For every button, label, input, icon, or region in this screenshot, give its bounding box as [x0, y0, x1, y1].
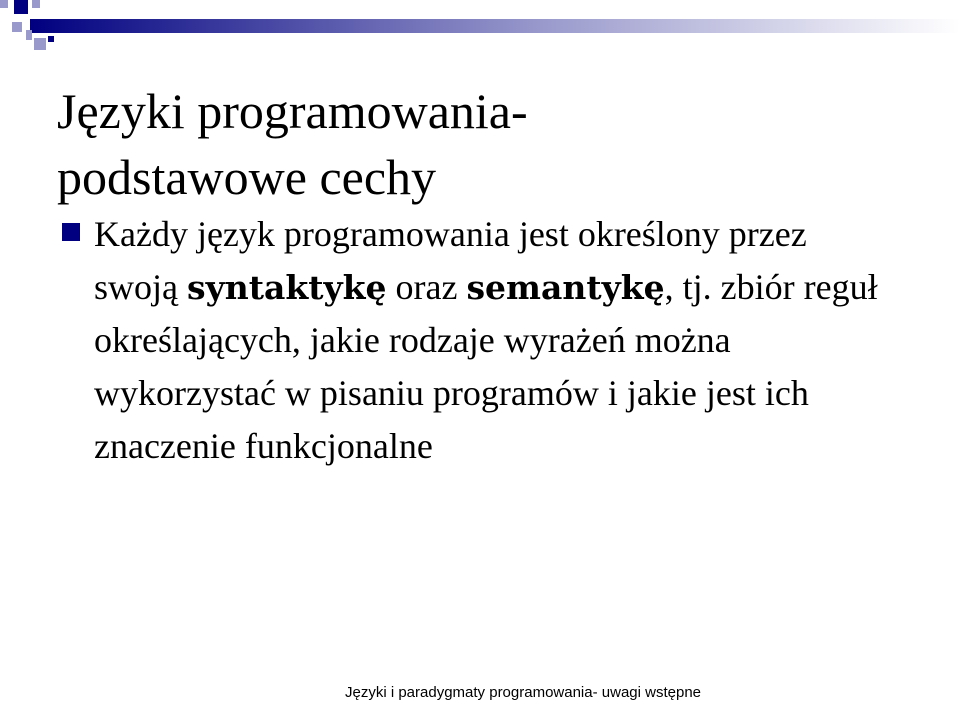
bullet-text-part: oraz — [386, 267, 467, 307]
slide-footer: Języki i paradygmaty programowania- uwagi wstępne — [345, 684, 702, 701]
decor-square — [26, 30, 32, 40]
decor-square — [12, 22, 22, 32]
header-gradient-bar — [30, 19, 960, 33]
slide-title-line1: Języki programowania- — [57, 83, 528, 139]
term-syntaktyka: syntaktykę — [187, 268, 387, 307]
decor-square — [34, 38, 46, 50]
decor-square — [14, 0, 28, 14]
term-semantyka: semantykę — [466, 268, 665, 307]
decor-square — [0, 0, 8, 8]
bullet-text-part: , tj. zbiór reguł określających, jakie rodzaje wyrażeń można wykorzystać w pisaniu programów i jakie jest ich znaczenie funkcjonalne — [94, 267, 878, 466]
bullet-text-part: Każdy język programowania jest określony przez swoją — [94, 214, 807, 307]
slide-title-line2: podstawowe cechy — [57, 149, 437, 205]
bullet-text — [94, 208, 894, 473]
decor-square — [32, 0, 40, 8]
decor-square — [48, 36, 54, 42]
square-bullet-icon — [62, 223, 80, 241]
header-decoration — [0, 0, 960, 60]
slide-title — [57, 78, 917, 210]
